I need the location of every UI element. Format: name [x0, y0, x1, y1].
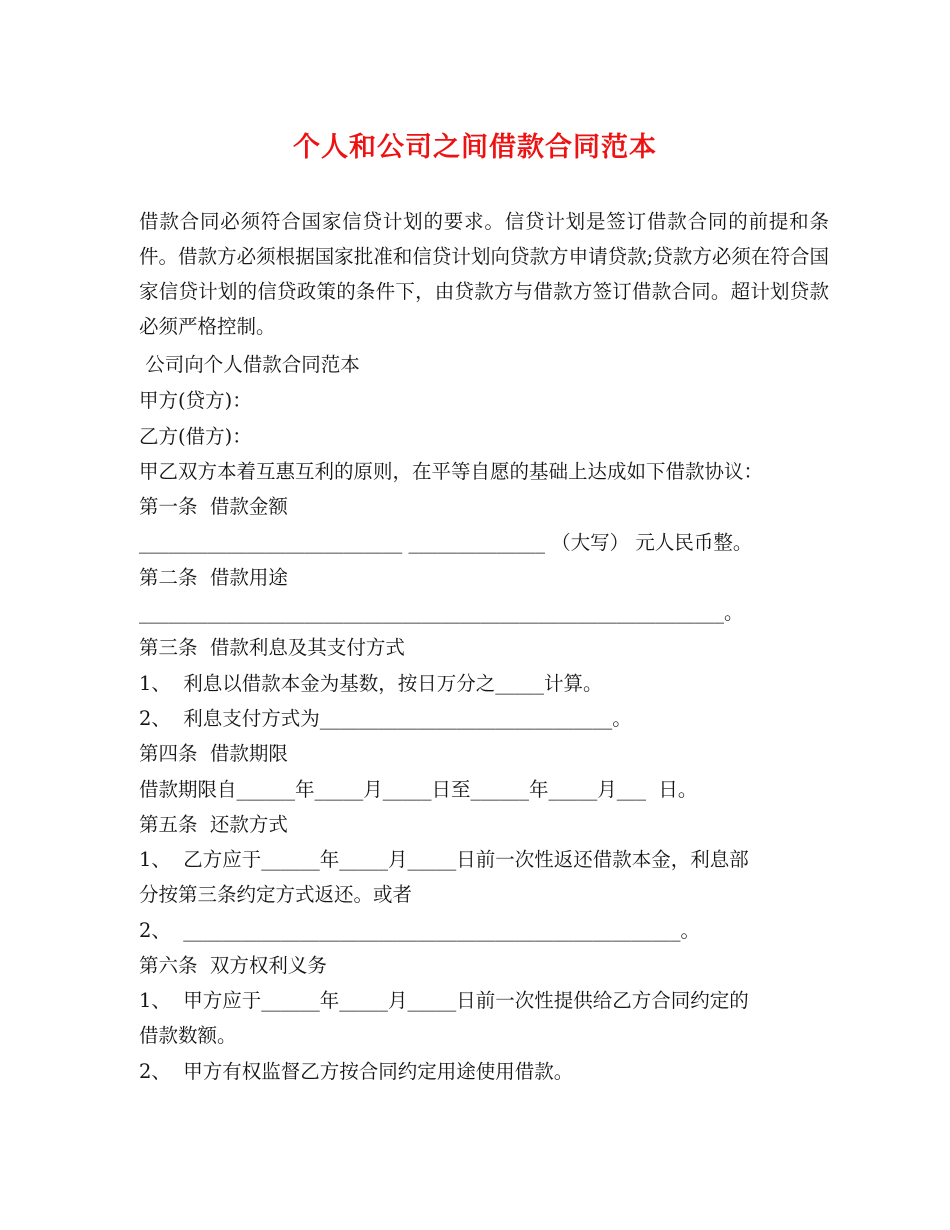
intro-paragraph: 借款合同必须符合国家信贷计划的要求。信贷计划是签订借款合同的前提和条件。借款方必须根据国家批准和信贷计划向贷款方申请贷款;贷款方必须在符合国家信贷计划的信贷政策的条件下，由贷款方与借款方签订借款合同。超计划贷款必须严格控制。	[139, 210, 829, 338]
party-b-line: 乙方(借方)：	[139, 425, 252, 448]
article-4-heading: 第四条 借款期限	[139, 742, 288, 765]
subtitle: 公司向个人借款合同范本	[139, 353, 360, 376]
article-4-period-line: 借款期限自______年_____月_____日至______年_____月___ 日。	[139, 778, 698, 801]
document-title: 个人和公司之间借款合同范本	[293, 132, 657, 163]
article-6-item-1-continued: 借款数额。	[139, 1024, 237, 1047]
party-a-line: 甲方(贷方)：	[139, 389, 252, 412]
article-3-heading: 第三条 借款利息及其支付方式	[139, 636, 405, 659]
article-2-heading: 第二条 借款用途	[139, 566, 288, 589]
article-3-item-2: 2、 利息支付方式为______________________________。	[139, 707, 632, 730]
article-1-heading: 第一条 借款金额	[139, 495, 288, 518]
article-2-purpose-line: ____________________________________________________________。	[139, 601, 744, 624]
article-6-item-1: 1、 甲方应于______年_____月_____日前一次性提供给乙方合同约定的	[139, 989, 749, 1012]
agreement-line: 甲乙双方本着互惠互利的原则，在平等自愿的基础上达成如下借款协议：	[139, 460, 764, 483]
article-5-heading: 第五条 还款方式	[139, 813, 288, 836]
article-1-amount-line: ___________________________ ______________ （大写） 元人民币整。	[139, 531, 753, 554]
article-5-item-1-continued: 分按第三条约定方式返还。或者	[139, 883, 413, 906]
article-6-item-2: 2、 甲方有权监督乙方按合同约定用途使用借款。	[139, 1060, 574, 1083]
article-5-item-2: 2、 ___________________________________________________。	[139, 919, 701, 942]
article-3-item-1: 1、 利息以借款本金为基数，按日万分之_____计算。	[139, 672, 603, 695]
article-6-heading: 第六条 双方权利义务	[139, 954, 327, 977]
article-5-item-1: 1、 乙方应于______年_____月_____日前一次性返还借款本金，利息部	[139, 848, 749, 871]
